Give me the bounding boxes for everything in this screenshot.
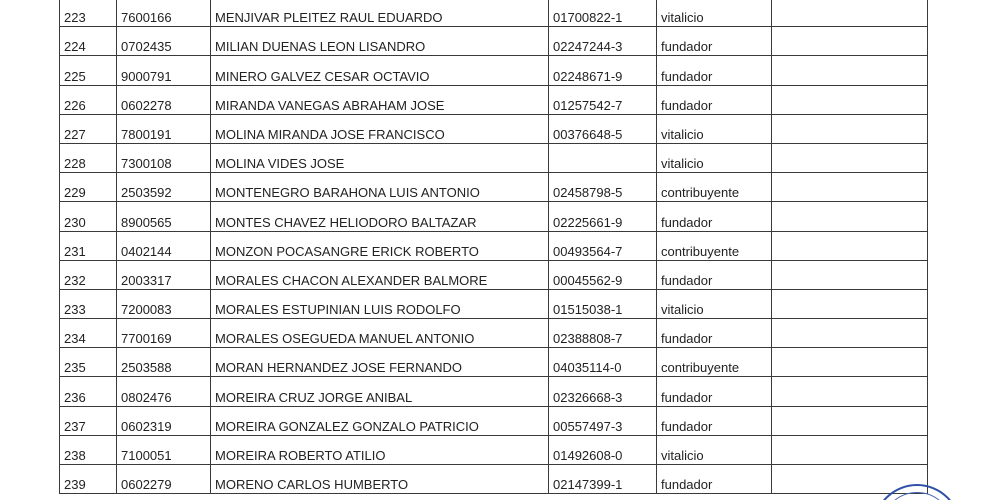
table-row [60,143,928,172]
member-code: 2503588 [117,348,211,377]
member-code: 8900565 [117,202,211,231]
member-category: fundador [657,260,772,289]
row-number: 238 [60,435,117,464]
empty-column-cell [772,377,928,406]
empty-column-cell [772,143,928,172]
member-code: 7700169 [117,319,211,348]
member-name: MENJIVAR PLEITEZ RAUL EDUARDO [211,0,549,27]
table-row [60,27,928,56]
table-row [60,85,928,114]
member-id-number: 01515038-1 [549,289,657,318]
empty-column-cell [772,27,928,56]
row-number: 228 [60,143,117,172]
row-number: 234 [60,319,117,348]
table-row [60,231,928,260]
member-category: vitalicio [657,0,772,27]
member-name: MORALES OSEGUEDA MANUEL ANTONIO [211,319,549,348]
empty-column-cell [772,260,928,289]
member-code: 0602279 [117,465,211,494]
table-row [60,406,928,435]
member-category: contribuyente [657,348,772,377]
member-code: 7200083 [117,289,211,318]
empty-column-cell [772,289,928,318]
member-name: MOLINA MIRANDA JOSE FRANCISCO [211,114,549,143]
member-name: MORENO CARLOS HUMBERTO [211,465,549,494]
member-id-number: 00493564-7 [549,231,657,260]
empty-column-cell [772,85,928,114]
member-code: 0702435 [117,27,211,56]
row-number: 230 [60,202,117,231]
member-id-number: 02225661-9 [549,202,657,231]
member-code: 2003317 [117,260,211,289]
member-id-number: 01492608-0 [549,435,657,464]
member-id-number [549,143,657,172]
member-name: MIRANDA VANEGAS ABRAHAM JOSE [211,85,549,114]
table-row [60,465,928,494]
empty-column-cell [772,231,928,260]
table-row [60,435,928,464]
member-name: MOLINA VIDES JOSE [211,143,549,172]
empty-column-cell [772,173,928,202]
empty-column-cell [772,435,928,464]
member-code: 7800191 [117,114,211,143]
table-row [60,289,928,318]
member-name: MOREIRA GONZALEZ GONZALO PATRICIO [211,406,549,435]
member-category: fundador [657,465,772,494]
member-category: vitalicio [657,435,772,464]
empty-column-cell [772,319,928,348]
member-id-number: 00376648-5 [549,114,657,143]
member-code: 0802476 [117,377,211,406]
member-name: MORALES CHACON ALEXANDER BALMORE [211,260,549,289]
member-category: vitalicio [657,114,772,143]
row-number: 236 [60,377,117,406]
member-name: MILIAN DUENAS LEON LISANDRO [211,27,549,56]
table-row [60,260,928,289]
member-category: fundador [657,56,772,85]
table-row [60,377,928,406]
member-category: fundador [657,377,772,406]
table-row [60,348,928,377]
row-number: 233 [60,289,117,318]
member-table-body [60,0,928,494]
row-number: 239 [60,465,117,494]
member-id-number: 02458798-5 [549,173,657,202]
table-row [60,202,928,231]
table-row [60,173,928,202]
member-category: fundador [657,202,772,231]
member-category: fundador [657,27,772,56]
row-number: 235 [60,348,117,377]
empty-column-cell [772,406,928,435]
member-id-number: 02248671-9 [549,56,657,85]
member-name: MONTES CHAVEZ HELIODORO BALTAZAR [211,202,549,231]
member-name: MONZON POCASANGRE ERICK ROBERTO [211,231,549,260]
member-code: 9000791 [117,56,211,85]
row-number: 231 [60,231,117,260]
member-id-number: 02326668-3 [549,377,657,406]
member-id-number: 04035114-0 [549,348,657,377]
member-name: MORALES ESTUPINIAN LUIS RODOLFO [211,289,549,318]
member-category: fundador [657,85,772,114]
empty-column-cell [772,348,928,377]
row-number: 227 [60,114,117,143]
empty-column-cell [772,202,928,231]
member-category: contribuyente [657,231,772,260]
empty-column-cell [772,114,928,143]
member-id-number: 01257542-7 [549,85,657,114]
member-id-number: 02388808-7 [549,319,657,348]
row-number: 224 [60,27,117,56]
row-number: 232 [60,260,117,289]
member-code: 7600166 [117,0,211,27]
member-name: MINERO GALVEZ CESAR OCTAVIO [211,56,549,85]
table-row [60,0,928,27]
member-code: 0602319 [117,406,211,435]
member-code: 0602278 [117,85,211,114]
member-id-number: 00557497-3 [549,406,657,435]
row-number: 223 [60,0,117,27]
member-category: contribuyente [657,173,772,202]
empty-column-cell [772,0,928,27]
member-id-number: 02147399-1 [549,465,657,494]
row-number: 225 [60,56,117,85]
member-id-number: 00045562-9 [549,260,657,289]
member-code: 0402144 [117,231,211,260]
table-row [60,56,928,85]
member-category: vitalicio [657,143,772,172]
member-name: MORAN HERNANDEZ JOSE FERNANDO [211,348,549,377]
row-number: 237 [60,406,117,435]
table-row [60,319,928,348]
member-category: fundador [657,319,772,348]
member-name: MOREIRA CRUZ JORGE ANIBAL [211,377,549,406]
empty-column-cell [772,56,928,85]
member-id-number: 01700822-1 [549,0,657,27]
member-code: 7100051 [117,435,211,464]
member-name: MOREIRA ROBERTO ATILIO [211,435,549,464]
row-number: 229 [60,173,117,202]
member-name: MONTENEGRO BARAHONA LUIS ANTONIO [211,173,549,202]
member-category: vitalicio [657,289,772,318]
member-table [59,0,928,494]
member-code: 7300108 [117,143,211,172]
member-id-number: 02247244-3 [549,27,657,56]
member-category: fundador [657,406,772,435]
row-number: 226 [60,85,117,114]
table-row [60,114,928,143]
member-code: 2503592 [117,173,211,202]
